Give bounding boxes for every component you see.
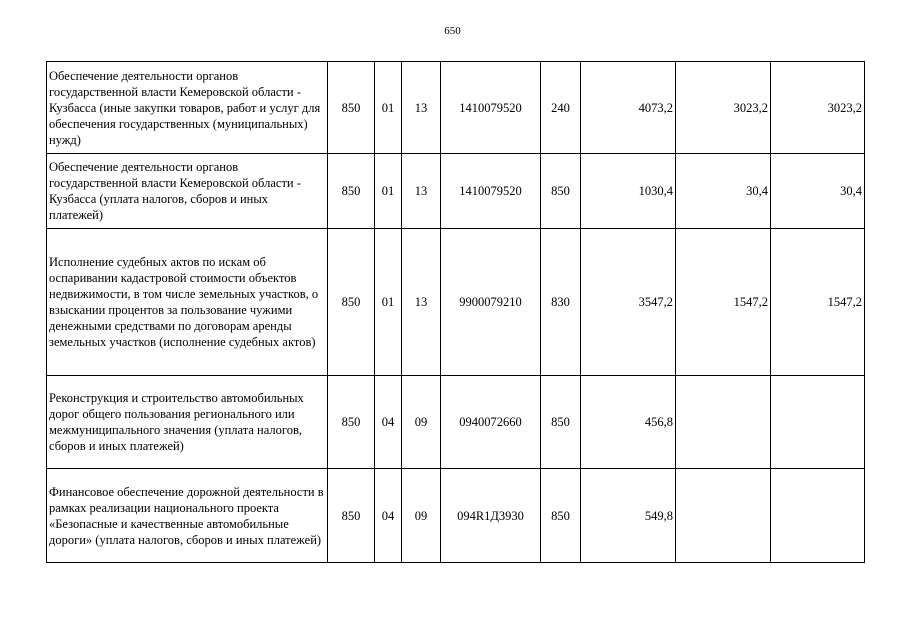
budget-table	[46, 61, 865, 563]
subsection-code: 09	[402, 376, 441, 469]
ministry-code: 850	[328, 376, 375, 469]
target-item-code: 9900079210	[441, 229, 541, 376]
amount-3: 30,4	[771, 154, 865, 229]
amount-1: 549,8	[581, 469, 676, 563]
amount-1: 1030,4	[581, 154, 676, 229]
subsection-code: 13	[402, 154, 441, 229]
row-description: Обеспечение деятельности органов государственной власти Кемеровской области - Кузбасса (иные закупки товаров, работ и услуг для обеспечения государственных (муниципальных) нужд)	[47, 62, 328, 154]
row-description: Реконструкция и строительство автомобильных дорог общего пользования регионального или межмуниципального значения (уплата налогов, сборов и иных платежей)	[47, 376, 328, 469]
amount-2: 3023,2	[676, 62, 771, 154]
target-item-code: 1410079520	[441, 62, 541, 154]
ministry-code: 850	[328, 229, 375, 376]
section-code: 01	[375, 154, 402, 229]
target-item-code: 0940072660	[441, 376, 541, 469]
table-row	[47, 376, 865, 469]
expense-type-code: 850	[541, 376, 581, 469]
amount-2: 1547,2	[676, 229, 771, 376]
row-description: Обеспечение деятельности органов государственной власти Кемеровской области - Кузбасса (уплата налогов, сборов и иных платежей)	[47, 154, 328, 229]
ministry-code: 850	[328, 62, 375, 154]
ministry-code: 850	[328, 469, 375, 563]
ministry-code: 850	[328, 154, 375, 229]
amount-3: 3023,2	[771, 62, 865, 154]
amount-3	[771, 469, 865, 563]
section-code: 01	[375, 62, 402, 154]
subsection-code: 13	[402, 229, 441, 376]
page-number: 650	[444, 25, 461, 37]
target-item-code: 094R1Д3930	[441, 469, 541, 563]
table-row	[47, 154, 865, 229]
amount-1: 3547,2	[581, 229, 676, 376]
subsection-code: 09	[402, 469, 441, 563]
subsection-code: 13	[402, 62, 441, 154]
amount-2	[676, 376, 771, 469]
expense-type-code: 830	[541, 229, 581, 376]
amount-3	[771, 376, 865, 469]
section-code: 01	[375, 229, 402, 376]
table-row	[47, 469, 865, 563]
amount-1: 456,8	[581, 376, 676, 469]
expense-type-code: 240	[541, 62, 581, 154]
amount-2: 30,4	[676, 154, 771, 229]
table-row	[47, 62, 865, 154]
section-code: 04	[375, 469, 402, 563]
amount-2	[676, 469, 771, 563]
row-description: Исполнение судебных актов по искам об оспаривании кадастровой стоимости объектов недвижимости, в том числе земельных участков, о взыскании процентов за пользование чужими денежными средствами по договорам аренды земельных участков (исполнение судебных актов)	[47, 229, 328, 376]
row-description: Финансовое обеспечение дорожной деятельности в рамках реализации национального проекта «Безопасные и качественные автомобильные дороги» (уплата налогов, сборов и иных платежей)	[47, 469, 328, 563]
expense-type-code: 850	[541, 154, 581, 229]
expense-type-code: 850	[541, 469, 581, 563]
section-code: 04	[375, 376, 402, 469]
target-item-code: 1410079520	[441, 154, 541, 229]
table-row	[47, 229, 865, 376]
amount-1: 4073,2	[581, 62, 676, 154]
amount-3: 1547,2	[771, 229, 865, 376]
